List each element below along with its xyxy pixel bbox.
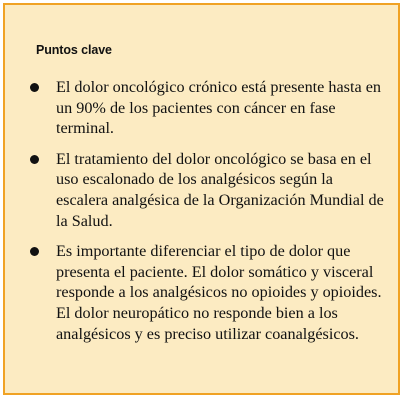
- box-title: Puntos clave: [36, 43, 112, 57]
- list-item-text: El dolor oncológico crónico está presente hasta en un 90% de los pacientes con cáncer en fase terminal.: [56, 78, 381, 138]
- bullet-icon: [30, 83, 39, 92]
- bullet-icon: [30, 155, 39, 164]
- bullet-icon: [30, 247, 39, 256]
- list-item-text: Es importante diferenciar el tipo de dolor que presenta el paciente. El dolor somático y visceral responde a los analgésicos no opioides y opioides. El dolor neuropático no responde bien a los analgésicos y es preciso utilizar coanalgésicos.: [56, 242, 382, 343]
- list-item: [5, 241, 398, 344]
- key-points-box: [3, 3, 400, 395]
- list-item-text: El tratamiento del dolor oncológico se basa en el uso escalonado de los analgésicos según la escalera analgésica de la Organización Mundial de la Salud.: [56, 149, 384, 230]
- list-item: [5, 149, 398, 231]
- list-item: [5, 77, 398, 139]
- key-points-list: [5, 77, 398, 354]
